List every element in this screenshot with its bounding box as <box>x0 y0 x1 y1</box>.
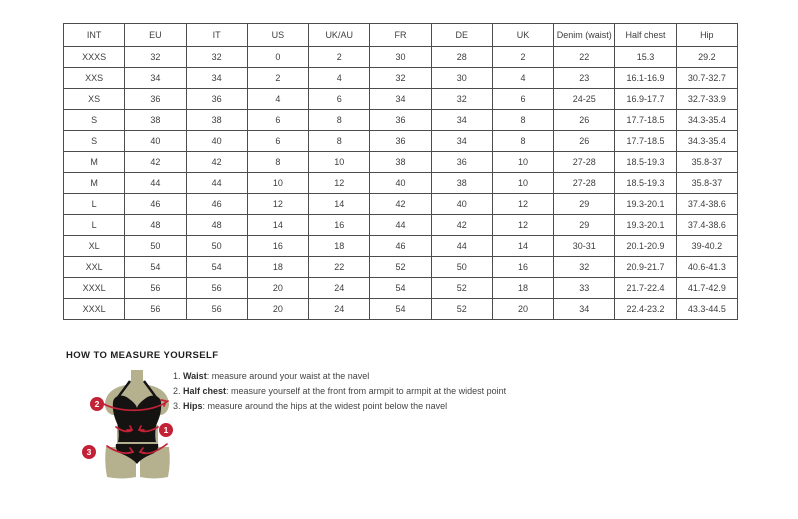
table-cell: 52 <box>370 257 431 278</box>
table-cell: XXL <box>64 257 125 278</box>
table-header-cell: Denim (waist) <box>554 24 615 47</box>
step-number: 1. <box>173 371 184 381</box>
table-cell: 38 <box>186 110 247 131</box>
table-cell: M <box>64 173 125 194</box>
table-cell: XL <box>64 236 125 257</box>
table-cell: 50 <box>431 257 492 278</box>
table-cell: 48 <box>125 215 186 236</box>
table-cell: 6 <box>309 89 370 110</box>
table-cell: 14 <box>247 215 308 236</box>
table-cell: 38 <box>125 110 186 131</box>
table-cell: XS <box>64 89 125 110</box>
table-cell: 37.4-38.6 <box>676 215 737 236</box>
table-cell: 52 <box>431 299 492 320</box>
table-cell: 38 <box>370 152 431 173</box>
table-cell: 56 <box>186 299 247 320</box>
table-cell: 52 <box>431 278 492 299</box>
table-cell: 34 <box>431 110 492 131</box>
table-cell: 30-31 <box>554 236 615 257</box>
table-cell: S <box>64 131 125 152</box>
table-cell: 6 <box>492 89 553 110</box>
size-chart <box>63 23 738 320</box>
table-header-cell: IT <box>186 24 247 47</box>
table-cell: 42 <box>186 152 247 173</box>
table-row <box>64 278 738 299</box>
table-cell: 32 <box>370 68 431 89</box>
table-cell: 46 <box>125 194 186 215</box>
table-cell: 20 <box>247 278 308 299</box>
table-cell: 29.2 <box>676 47 737 68</box>
marker-chest <box>90 397 104 411</box>
table-cell: 41.7-42.9 <box>676 278 737 299</box>
svg-text:3: 3 <box>86 447 92 458</box>
table-cell: 10 <box>492 173 553 194</box>
table-cell: 8 <box>492 131 553 152</box>
table-cell: M <box>64 152 125 173</box>
table-cell: 32.7-33.9 <box>676 89 737 110</box>
table-cell: 24-25 <box>554 89 615 110</box>
table-cell: 39-40.2 <box>676 236 737 257</box>
table-row <box>64 68 738 89</box>
table-cell: 18.5-19.3 <box>615 152 676 173</box>
table-cell: 56 <box>125 278 186 299</box>
table-cell: 32 <box>431 89 492 110</box>
step-label: Waist <box>183 371 207 381</box>
table-cell: 32 <box>554 257 615 278</box>
table-cell: 36 <box>431 152 492 173</box>
table-cell: 42 <box>125 152 186 173</box>
table-cell: 27-28 <box>554 152 615 173</box>
table-cell: 16 <box>247 236 308 257</box>
step-number: 3. <box>173 401 184 411</box>
table-cell: 23 <box>554 68 615 89</box>
table-cell: 10 <box>309 152 370 173</box>
step-text: : measure yourself at the front from armpit to armpit at the widest point <box>226 386 507 396</box>
table-cell: 4 <box>247 89 308 110</box>
table-cell: 17.7-18.5 <box>615 110 676 131</box>
table-cell: 34.3-35.4 <box>676 110 737 131</box>
table-cell: 34 <box>431 131 492 152</box>
table-cell: 16.1-16.9 <box>615 68 676 89</box>
table-cell: 8 <box>309 131 370 152</box>
table-row <box>64 194 738 215</box>
measure-step <box>173 386 733 396</box>
table-cell: 24 <box>309 299 370 320</box>
table-cell: 44 <box>431 236 492 257</box>
table-cell: 14 <box>309 194 370 215</box>
table-row <box>64 299 738 320</box>
table-cell: 40 <box>431 194 492 215</box>
table-cell: 10 <box>492 152 553 173</box>
table-cell: 50 <box>186 236 247 257</box>
table-cell: 30.7-32.7 <box>676 68 737 89</box>
table-cell: 33 <box>554 278 615 299</box>
table-cell: 36 <box>186 89 247 110</box>
table-row <box>64 47 738 68</box>
table-cell: 35.8-37 <box>676 173 737 194</box>
table-row <box>64 131 738 152</box>
step-text: : measure around the hips at the widest point below the navel <box>202 401 448 411</box>
table-cell: 22.4-23.2 <box>615 299 676 320</box>
table-cell: 37.4-38.6 <box>676 194 737 215</box>
table-cell: 12 <box>492 194 553 215</box>
table-cell: 35.8-37 <box>676 152 737 173</box>
table-cell: 36 <box>370 131 431 152</box>
table-cell: 38 <box>431 173 492 194</box>
table-cell: 34 <box>186 68 247 89</box>
table-cell: 18 <box>309 236 370 257</box>
table-cell: 20 <box>247 299 308 320</box>
table-header-cell: Half chest <box>615 24 676 47</box>
table-cell: 29 <box>554 215 615 236</box>
table-cell: 27-28 <box>554 173 615 194</box>
table-cell: L <box>64 215 125 236</box>
table-cell: 26 <box>554 110 615 131</box>
table-cell: XXXS <box>64 47 125 68</box>
table-cell: 36 <box>370 110 431 131</box>
table-cell: 18.5-19.3 <box>615 173 676 194</box>
step-text: : measure around your waist at the navel <box>206 371 370 381</box>
table-cell: 46 <box>186 194 247 215</box>
table-cell: 20.1-20.9 <box>615 236 676 257</box>
table-cell: 8 <box>309 110 370 131</box>
table-cell: 30 <box>370 47 431 68</box>
table-row <box>64 257 738 278</box>
marker-hips <box>82 445 96 459</box>
table-cell: 8 <box>492 110 553 131</box>
table-cell: 2 <box>309 47 370 68</box>
table-cell: 8 <box>247 152 308 173</box>
table-cell: L <box>64 194 125 215</box>
table-header-cell: UK <box>492 24 553 47</box>
table-cell: 18 <box>492 278 553 299</box>
table-cell: S <box>64 110 125 131</box>
svg-text:2: 2 <box>94 399 100 410</box>
table-cell: 20 <box>492 299 553 320</box>
table-cell: XXXL <box>64 278 125 299</box>
table-cell: 43.3-44.5 <box>676 299 737 320</box>
table-cell: 54 <box>186 257 247 278</box>
table-cell: 40 <box>186 131 247 152</box>
table-cell: 54 <box>370 278 431 299</box>
step-label: Hips <box>183 401 203 411</box>
marker-waist <box>159 423 173 437</box>
table-cell: 24 <box>309 278 370 299</box>
table-cell: 56 <box>125 299 186 320</box>
table-row <box>64 110 738 131</box>
table-cell: 18 <box>247 257 308 278</box>
table-cell: 4 <box>309 68 370 89</box>
table-cell: 40 <box>125 131 186 152</box>
table-header-cell: US <box>247 24 308 47</box>
table-cell: 28 <box>431 47 492 68</box>
step-number: 2. <box>173 386 184 396</box>
table-cell: 17.7-18.5 <box>615 131 676 152</box>
table-cell: 44 <box>186 173 247 194</box>
measure-section-title: HOW TO MEASURE YOURSELF <box>66 350 219 361</box>
table-cell: 44 <box>370 215 431 236</box>
table-cell: 6 <box>247 110 308 131</box>
table-header-cell: DE <box>431 24 492 47</box>
table-cell: 20.9-21.7 <box>615 257 676 278</box>
table-cell: 12 <box>492 215 553 236</box>
size-table-body <box>64 47 738 320</box>
table-cell: 15.3 <box>615 47 676 68</box>
table-cell: 54 <box>125 257 186 278</box>
table-cell: 22 <box>554 47 615 68</box>
table-cell: 16 <box>309 215 370 236</box>
table-cell: 32 <box>125 47 186 68</box>
table-cell: 46 <box>370 236 431 257</box>
table-row <box>64 236 738 257</box>
table-cell: 34.3-35.4 <box>676 131 737 152</box>
table-cell: 6 <box>247 131 308 152</box>
table-cell: 34 <box>554 299 615 320</box>
table-header-cell: UK/AU <box>309 24 370 47</box>
table-cell: 12 <box>309 173 370 194</box>
table-header-row <box>64 24 738 47</box>
table-cell: 30 <box>431 68 492 89</box>
table-cell: 40 <box>370 173 431 194</box>
table-cell: 26 <box>554 131 615 152</box>
table-header-cell: INT <box>64 24 125 47</box>
table-row <box>64 152 738 173</box>
table-row <box>64 89 738 110</box>
table-cell: 2 <box>247 68 308 89</box>
table-cell: 4 <box>492 68 553 89</box>
table-header-cell: EU <box>125 24 186 47</box>
table-header-cell: Hip <box>676 24 737 47</box>
table-cell: 29 <box>554 194 615 215</box>
measure-step <box>173 401 733 411</box>
table-cell: 16.9-17.7 <box>615 89 676 110</box>
table-cell: 2 <box>492 47 553 68</box>
measure-steps <box>173 371 733 416</box>
table-cell: 42 <box>370 194 431 215</box>
table-cell: 12 <box>247 194 308 215</box>
table-cell: 19.3-20.1 <box>615 194 676 215</box>
table-cell: 56 <box>186 278 247 299</box>
table-cell: 19.3-20.1 <box>615 215 676 236</box>
table-cell: 22 <box>309 257 370 278</box>
table-cell: 14 <box>492 236 553 257</box>
table-cell: 34 <box>370 89 431 110</box>
table-row <box>64 173 738 194</box>
table-cell: 16 <box>492 257 553 278</box>
table-cell: 32 <box>186 47 247 68</box>
table-cell: 48 <box>186 215 247 236</box>
table-cell: 44 <box>125 173 186 194</box>
measure-step <box>173 371 733 381</box>
table-cell: 50 <box>125 236 186 257</box>
table-cell: 0 <box>247 47 308 68</box>
table-header-cell: FR <box>370 24 431 47</box>
table-cell: 42 <box>431 215 492 236</box>
svg-text:1: 1 <box>163 425 169 436</box>
table-row <box>64 215 738 236</box>
table-cell: 21.7-22.4 <box>615 278 676 299</box>
table-cell: 40.6-41.3 <box>676 257 737 278</box>
size-table <box>63 23 738 320</box>
step-label: Half chest <box>183 386 227 396</box>
table-cell: XXS <box>64 68 125 89</box>
table-cell: 10 <box>247 173 308 194</box>
table-cell: 36 <box>125 89 186 110</box>
table-cell: XXXL <box>64 299 125 320</box>
table-cell: 34 <box>125 68 186 89</box>
table-cell: 54 <box>370 299 431 320</box>
